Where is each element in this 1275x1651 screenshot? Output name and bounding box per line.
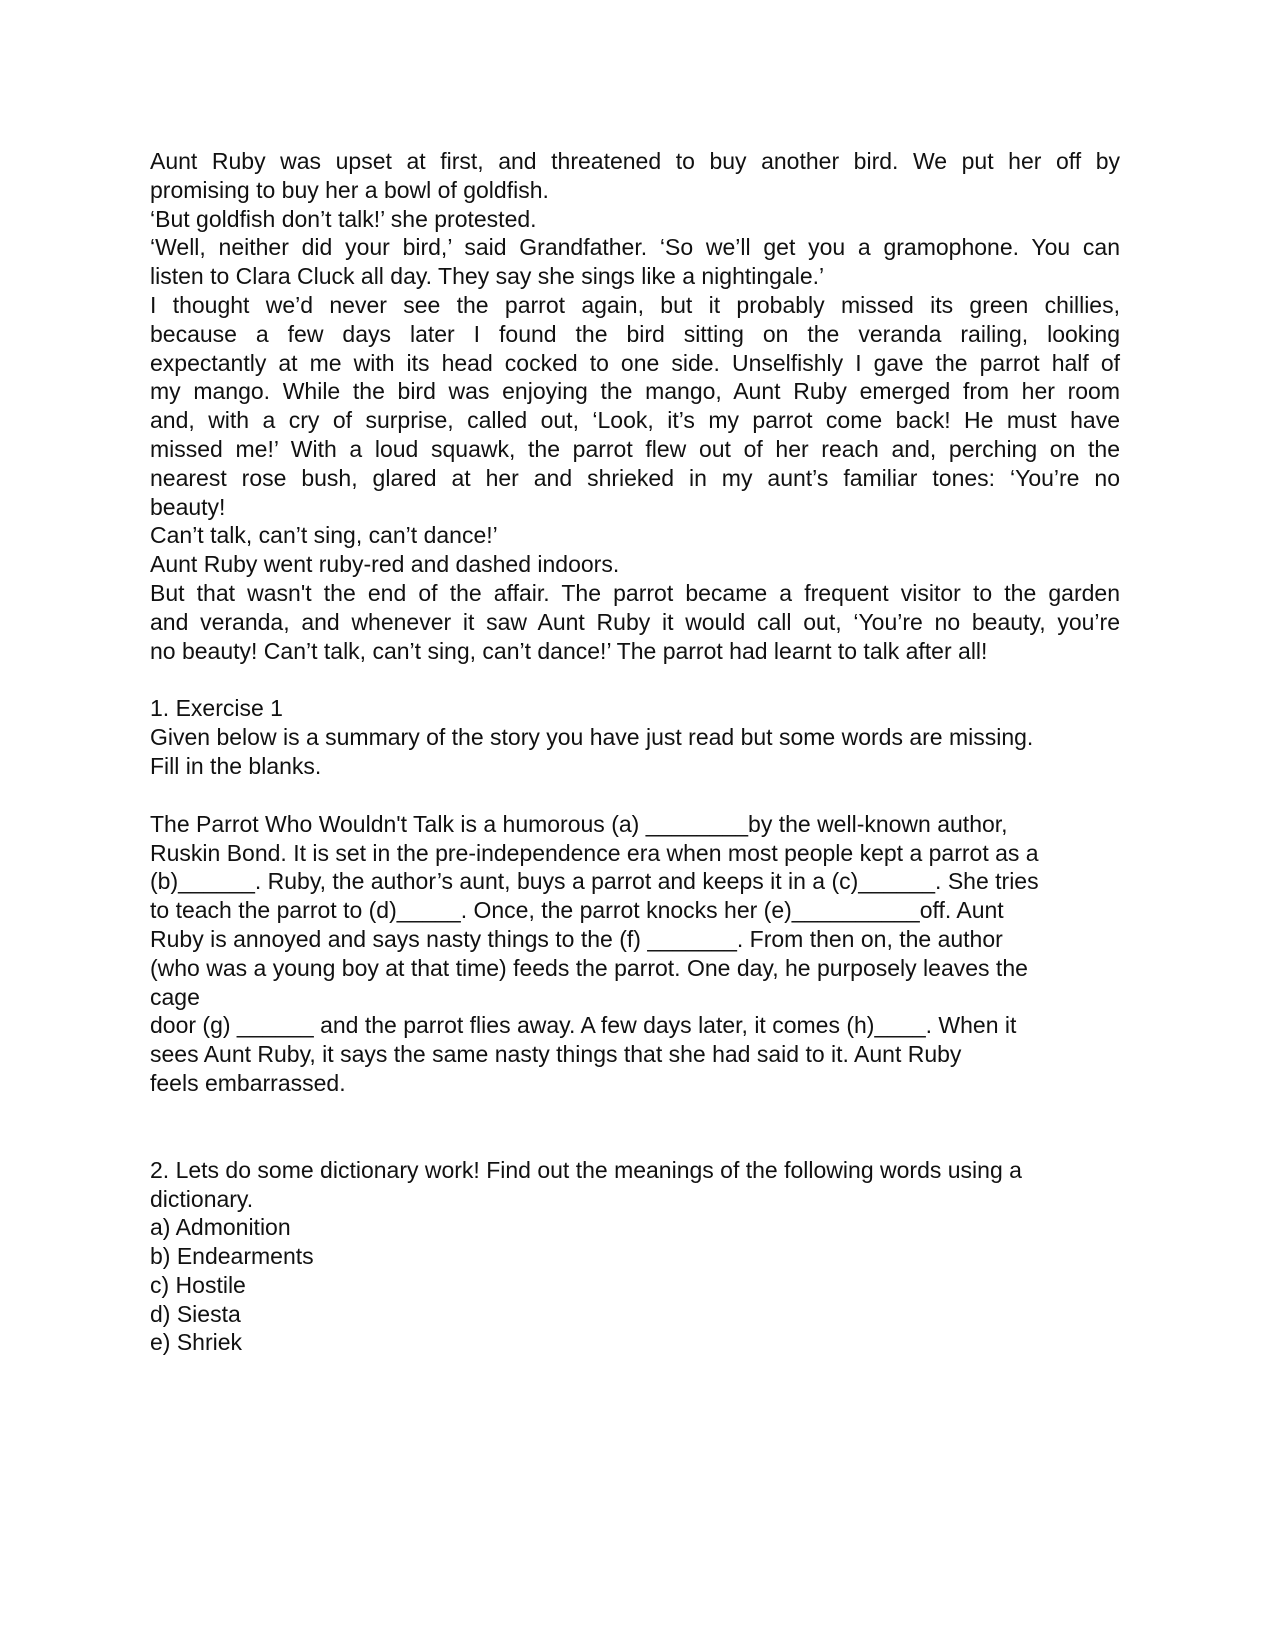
document-page xyxy=(150,147,1120,1357)
summary-line: (b)______. Ruby, the author’s aunt, buys a parrot and keeps it in a (c)______. She tries xyxy=(150,868,1039,895)
story-line: Can’t talk, can’t sing, can’t dance!’ xyxy=(150,522,498,549)
story-line: and veranda, and whenever it saw Aunt Ruby it would call out, ‘You’re no beauty, you’re xyxy=(150,608,1120,635)
story-line: ‘Well, neither did your bird,’ said Grandfather. ‘So we’ll get you a gramophone. You can xyxy=(150,234,1120,261)
summary-paragraph xyxy=(150,810,1120,1098)
word-list-item: e) Shriek xyxy=(150,1329,243,1356)
word-list-item: b) Endearments xyxy=(150,1243,314,1270)
word-list xyxy=(150,1213,1120,1357)
word-list-item: c) Hostile xyxy=(150,1271,246,1298)
exercise-1-instruction: Fill in the blanks. xyxy=(150,752,322,779)
spacer xyxy=(150,665,1120,694)
summary-line: sees Aunt Ruby, it says the same nasty things that she had said to it. Aunt Ruby xyxy=(150,1041,962,1068)
word-list-item: d) Siesta xyxy=(150,1300,241,1327)
word-list-item: a) Admonition xyxy=(150,1214,291,1241)
exercise-1 xyxy=(150,694,1120,1097)
exercise-2-heading: dictionary. xyxy=(150,1185,254,1212)
story-line: But that wasn't the end of the affair. The parrot became a frequent visitor to the garden xyxy=(150,579,1120,606)
summary-line: (who was a young boy at that time) feeds the parrot. One day, he purposely leaves the xyxy=(150,954,1028,981)
story-line: and, with a cry of surprise, called out, ‘Look, it’s my parrot come back! He must have xyxy=(150,407,1120,434)
story-line: nearest rose bush, glared at her and shrieked in my aunt’s familiar tones: ‘You’re no xyxy=(150,464,1120,491)
summary-line: Ruskin Bond. It is set in the pre-independence era when most people kept a parrot as a xyxy=(150,839,1039,866)
story-line: ‘But goldfish don’t talk!’ she protested. xyxy=(150,205,537,232)
story-line: missed me!’ With a loud squawk, the parrot flew out of her reach and, perching on the xyxy=(150,435,1120,462)
story-line: listen to Clara Cluck all day. They say she sings like a nightingale.’ xyxy=(150,263,825,290)
story-line: Aunt Ruby was upset at first, and threatened to buy another bird. We put her off by xyxy=(150,148,1120,174)
story-line: no beauty! Can’t talk, can’t sing, can’t dance!’ The parrot had learnt to talk after all! xyxy=(150,637,988,664)
summary-line: feels embarrassed. xyxy=(150,1069,346,1096)
summary-line: door (g) ______ and the parrot flies away. A few days later, it comes (h)____. When it xyxy=(150,1012,1017,1039)
exercise-1-heading: 1. Exercise 1 xyxy=(150,695,283,722)
exercise-1-instruction: Given below is a summary of the story you have just read but some words are missing. xyxy=(150,724,1034,751)
spacer xyxy=(150,781,1120,810)
story-line: Aunt Ruby went ruby-red and dashed indoors. xyxy=(150,551,620,578)
story-line: beauty! xyxy=(150,493,226,520)
exercise-2 xyxy=(150,1156,1120,1358)
summary-line: cage xyxy=(150,983,200,1010)
story-line: I thought we’d never see the parrot again, but it probably missed its green chillies, xyxy=(150,291,1120,318)
summary-line: The Parrot Who Wouldn't Talk is a humorous (a) ________by the well-known author, xyxy=(150,810,1008,837)
story-line: because a few days later I found the bird sitting on the veranda railing, looking xyxy=(150,320,1120,347)
story-line: my mango. While the bird was enjoying the mango, Aunt Ruby emerged from her room xyxy=(150,378,1120,405)
exercise-2-heading: 2. Lets do some dictionary work! Find out the meanings of the following words using a xyxy=(150,1156,1022,1183)
story-line: promising to buy her a bowl of goldfish. xyxy=(150,176,549,203)
story-passage xyxy=(150,147,1120,665)
story-line: expectantly at me with its head cocked to one side. Unselfishly I gave the parrot half of xyxy=(150,349,1120,376)
spacer xyxy=(150,1098,1120,1156)
summary-line: Ruby is annoyed and says nasty things to the (f) _______. From then on, the author xyxy=(150,925,1003,952)
summary-line: to teach the parrot to (d)_____. Once, the parrot knocks her (e)__________off. Aunt xyxy=(150,897,1004,924)
